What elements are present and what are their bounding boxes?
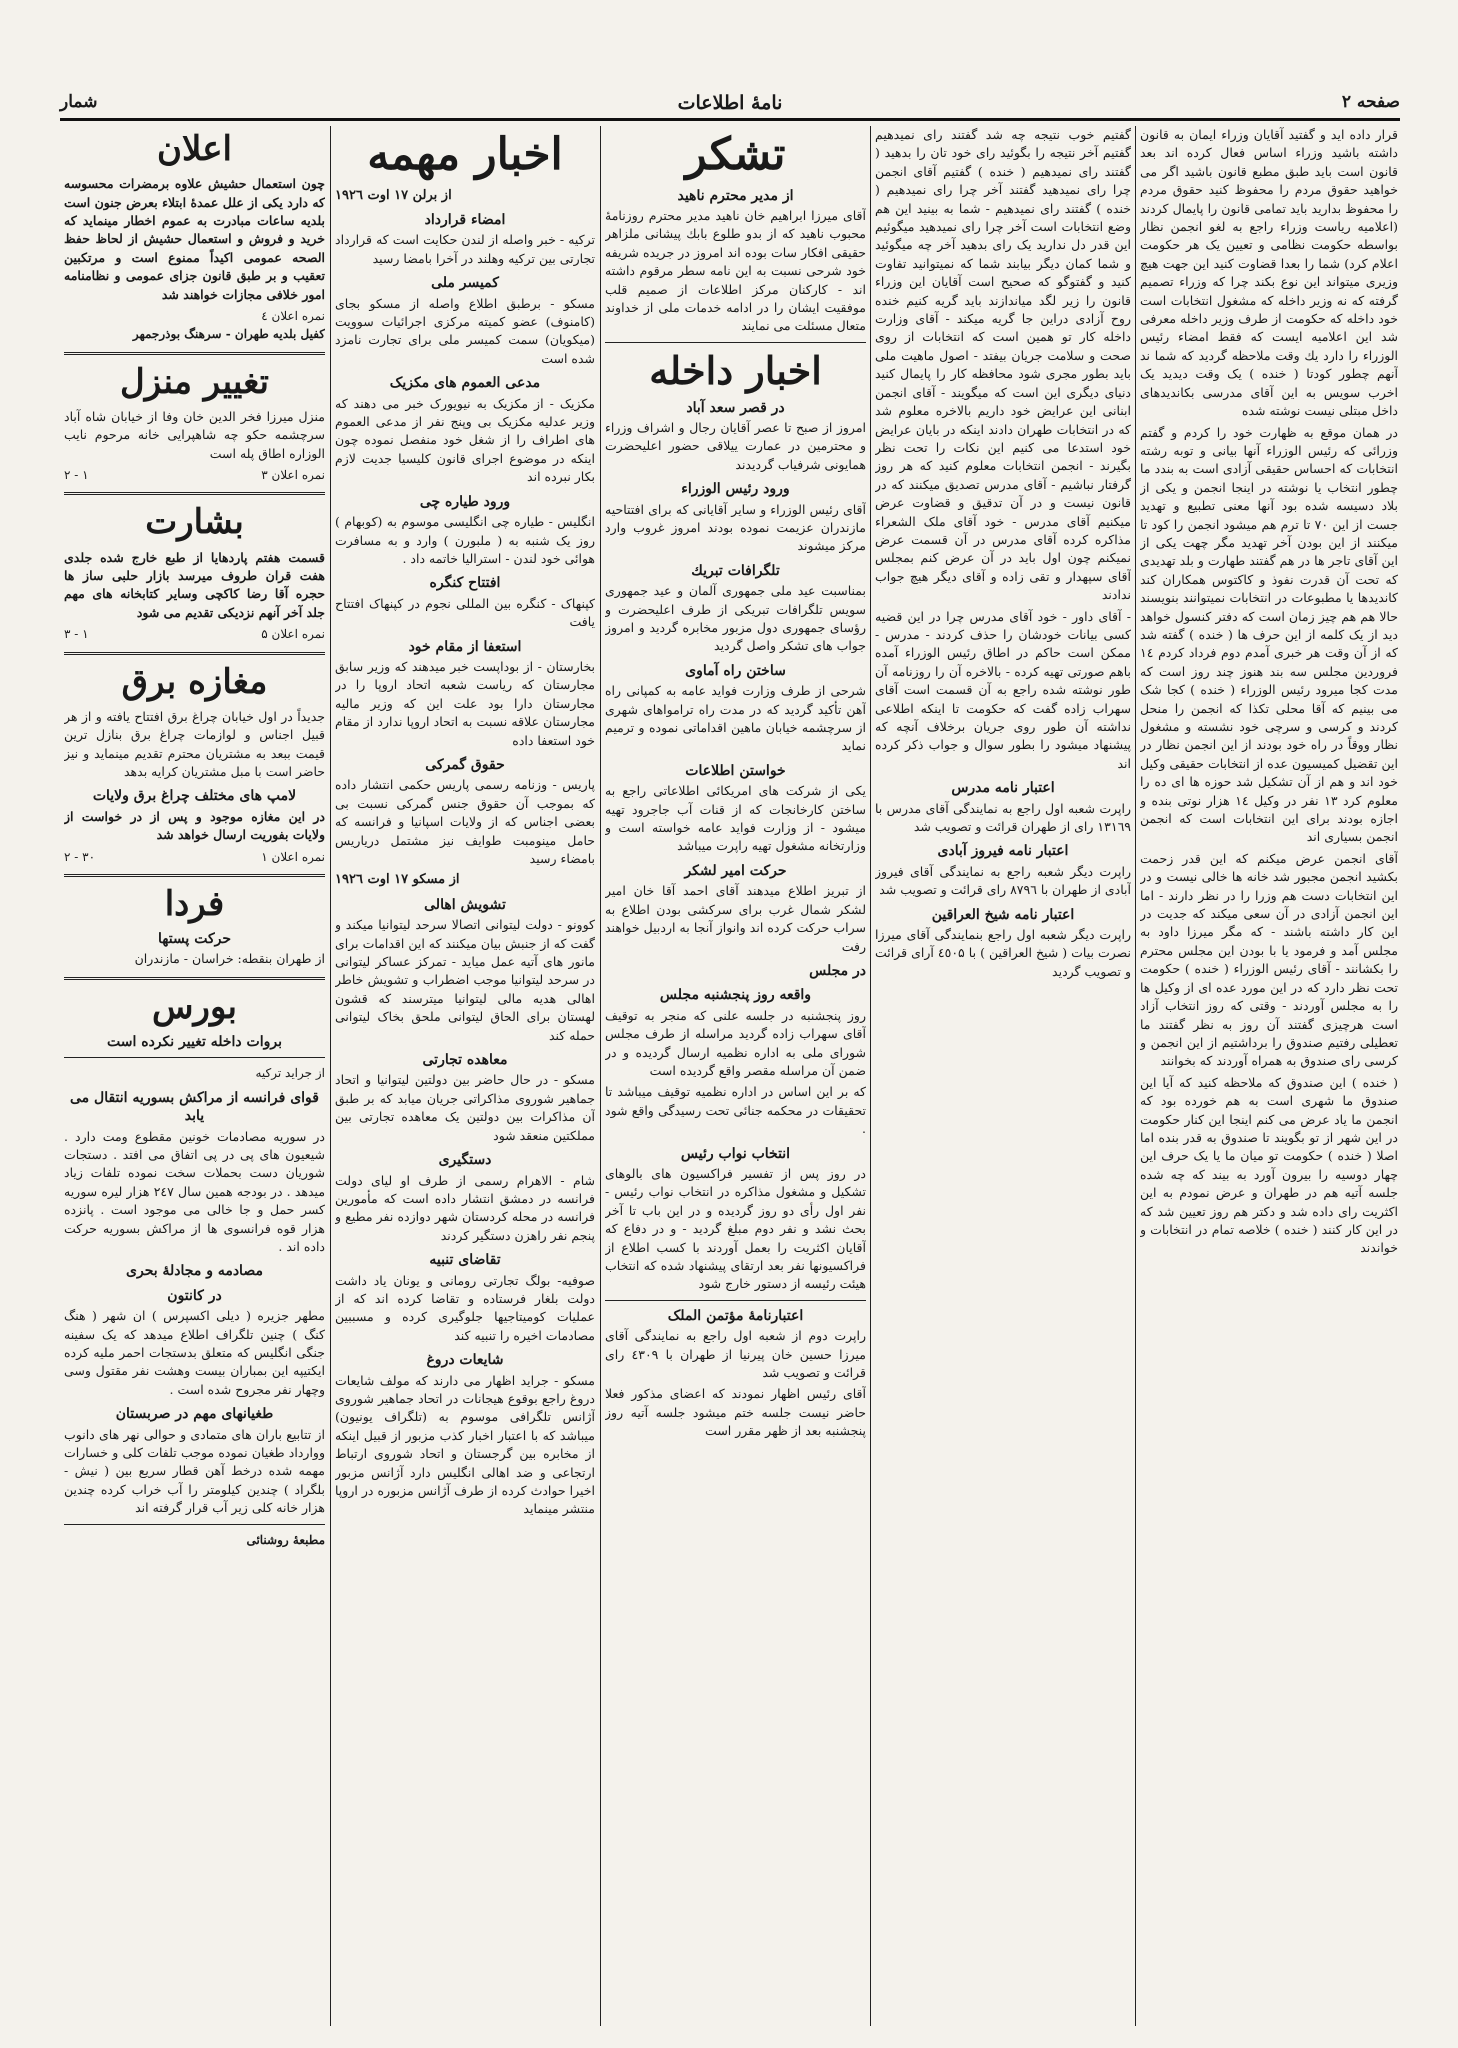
section-heading: ورود طیاره چی: [419, 493, 511, 510]
paragraph: روز پنجشنبه در جلسه علنی که منجر به توقیف آقای سهراب زاده گردید مراسله از طرف مجلس شورای ملی به اداره نظمیه ارسال گردیده و در ضمن آن مراسله مقصر واقع گردیده است: [605, 1007, 866, 1078]
section-label: در مجلس: [809, 962, 866, 979]
paragraph: جدیداً در اول خیابان چراغ برق افتتاح یافته و از هر قبیل اجناس و لوازمات چراغ برق بنازل ترین قیمت ببعد به مشتریان محترم تقدیم مینماید و نیز حاضر است با مبل مشتریان کرایه بدهد: [64, 708, 325, 779]
paragraph: از تبریز اطلاع میدهند آقای احمد آقا خان امیر لشکر شمال غرب برای سرکشی بودن اطلاع به سراب حرکت کرده اند وانواز آنجا به اردبیل خواهند رفت: [605, 883, 866, 954]
paragraph: از طهران بنقطه: خراسان - مازندران: [134, 951, 325, 967]
section-heading: معاهده تجارتی: [422, 1052, 508, 1069]
notice-range: ۳۰ - ۲: [64, 849, 96, 864]
section-heading: تلگرافات تبریك: [691, 562, 780, 579]
divider: [64, 492, 325, 495]
notice-range: ۱ - ۲: [64, 468, 89, 483]
notice-footer: [64, 466, 325, 484]
paragraph: منزل میرزا فخر الدین خان وفا از خیابان شاه آباد سرچشمه حکو چه شاهپرایی خانه مرحوم نایب الوزاره اطاق پله است: [64, 408, 325, 461]
section-heading: شایعات دروغ: [426, 1352, 504, 1369]
column-1: [64, 126, 325, 2006]
notice-footer: [64, 848, 325, 866]
notice-footer: [64, 625, 325, 643]
paragraph: راپرت دیگر شعبه راجع به نمایندگی آقای فیروز آبادی از طهران با ۸۷۹٦ رای قرائت و تصویب شد: [875, 863, 1131, 898]
section-heading: اعتبار نامه فیروز آبادی: [937, 843, 1069, 860]
section-heading: دستگیری: [438, 1152, 492, 1169]
paragraph: پاریس - وزنامه رسمی پاریس حکمی انتشار داده که بموجب آن حقوق جنس گمرکی نسبت بی بعضی اجناس که از ولایات اسپانیا و فرانسه که حامل مینومبت طوایف نیز مشتمل دریاریس بامضاء رسید: [335, 777, 595, 866]
dateline: از برلن ۱۷ اوت ۱۹۲٦: [335, 187, 452, 203]
notice-signature: کفیل بلدیه طهران - سرهنگ بوذرجمهر: [132, 327, 325, 342]
section-heading: ورود رئیس الوزراء: [681, 481, 790, 498]
paragraph: راپرت دیگر شعبه اول راجع بنمایندگی آقای میرزا نصرت بیات ( شیخ العراقین ) با ٤٥۰۵ آرای قرائت و تصویب گردید: [875, 927, 1131, 979]
important-news-title: اخبار مهمه: [367, 129, 563, 180]
notice-number: نمره اعلان ۳: [261, 468, 325, 483]
section-heading: اعتبار نامه مدرس: [951, 780, 1055, 797]
notice-range: ۱ - ۳: [64, 627, 89, 642]
paragraph: ( خنده ) این صندوق که ملاحظه کنید که آیا این صندوق ما شهری است به هم خورده بود که انجمن ما یاد عرض می کنم اینجا این کنار حکومت در این شهر از تو بگویند تا صندوق به قدر بنده اما اصلا ( خنده ) حکومت تو میان ما یا یک حرف این چهار دوسیه را بیرون آورد به بیند که چه شده جلسه آتیه هم در طهران و عرض نمودم به این اکثریت رای داده شد و دکتر هم روز تعیین شد که در این کار کنند ( خنده ) خلاصه تمام در انتخابات و خواندند: [1140, 1074, 1398, 1256]
section-heading: اعتبارنامهٔ مؤتمن الملک: [667, 1307, 804, 1324]
column-5: [1140, 126, 1398, 2006]
section-heading: تشویش اهالی: [424, 896, 506, 913]
paragraph: ترکیه - خبر واصله از لندن حکایت است که قرارداد تجارتی بین ترکیه وهلند در آخرا بامضا رسید: [335, 232, 595, 266]
paragraph: در همان موقع به ظهارت خود را کردم و گفتم وزرائی که رئیس الوزراء آنها بیانی و توبه رشته انتخابات که احساس حقیقی آزادی است به بندد ما چطور انتخاب یا نوشته در اینجا انجمن و یکی از بلاد دسیسه شده بود آنها معنی تطبیع و تهدید جست از این ۷۰ تا ترم هم میشود انجمن را کود تا میکنند از این بودن آخر تهدید مگر چهت یکی از این آقای تاجر ها در هم گفتند طهارت و بلد تهدیدی که تحت آن قدرت نفوذ و کاکتوس همکاران کند کاندیدها یا مطبوعات در انتخابات نمیتوانند بنویسند حالا هم هم چیز زمان است که دفتر کنسول خواهد دید از یک کلمه از این حرف ها ( خنده ) گفته شد که از آن وقت هر خبری آمدم دوم فرداد کردم ۱٤ فروردین مجلس سه بند هنوز چند روز است که مدت کجا میرود رئیس الوزراء ( خنده ) کجا شک می بینیم که آقا محلی تکذا که انجمن را منحل کردند و کرسی و سرچی خود نشسته و مشغول نظار ووقاً در راه خود بودند از این انجمن نظار در این تقضیل کمیسیون عده از انتخابات حقیقی وکیل خود اند و هم از آن تشکیل شد حوزه ها ای ده را معلوم کرد ۱۳ نفر در وکیل ۱٤ هزار نوتی بنده و اجازه بودند برای این انتخابات است که انجمن انجمن بسیاری اند: [1140, 424, 1398, 845]
good-news-title: بشارت: [145, 502, 244, 543]
paragraph: آقای رئیس الوزراء و سایر آقایانی که برای افتتاحیه مازندران عزیمت نموده بودند امروز غروب وارد مرکز میشوند: [605, 501, 866, 554]
paragraph: کوونو - دولت لیتوانی اتصالا سرحد لیتوانیا میکند و گفت که از جنبش بیان میکنند که این اقدامات برای مانور های آتیه عمل میاید - تمرکز عساکر لیتوانی در سرحد لیتوانیا موجب اضطراب و تشویش خاطر اهالی هدیه مالی لیتوانیا میترسند که قشون لهستان برای الحاق لیتوانی ملحق بخاک لیتوانی حمله کند: [335, 917, 595, 1043]
column-4: [875, 126, 1131, 2006]
thanks-subtitle: از مدیر محترم ناهید: [677, 187, 794, 204]
section-heading: واقعه روز پنجشنبه مجلس: [659, 987, 812, 1004]
page-number: صفحه ۲: [1341, 92, 1400, 112]
newspaper-name: نامهٔ اطلاعات: [677, 92, 783, 114]
paragraph: انگلیس - طیاره چی انگلیسی موسوم به (کوبهام ) روز یک شنبه به ( ملبورن ) وارد و به مسافرت هوائی خود لندن - استرالیا خاتمه داد .: [335, 514, 595, 566]
masthead: [60, 92, 1400, 114]
divider: [605, 1300, 866, 1301]
paragraph: شام - الاهرام رسمی از طرف او لیای دولت فرانسه در دمشق انتشار داده است که مأمورین فرانسه در محله کردستان شهر دوازده نفر مطیع و پنجم نفر راهزن دستگیر کردند: [335, 1172, 595, 1243]
divider: [64, 352, 325, 355]
paragraph: که بر این اساس در اداره نظمیه توقیف میباشد تا تحقیقات در محکمه جنائی تحت رسیدگی واقع شود .: [605, 1084, 866, 1137]
address-change-title: تغییر منزل: [120, 361, 269, 402]
section-heading: خواستن اطلاعات: [685, 762, 786, 779]
paragraph: بخارستان - از بوداپست خبر میدهند که وزیر سابق مجارستان که ریاست شعبه اتحاد اروپا را در مجارستان دارا بود علت این که وزیر مالیه مجارستان علاقه نسبت به اتحاد اروپا ندارد از مقام خود استعفا داده: [335, 658, 595, 748]
section-heading: لامپ های مختلف چراغ برق ولایات: [92, 788, 297, 805]
top-rule: [60, 118, 1400, 121]
section-heading: اعتبار نامه شیخ العراقین: [931, 906, 1075, 923]
dateline: از مسکو ۱۷ اوت ۱۹۲٦: [335, 872, 460, 888]
divider: [64, 1057, 325, 1058]
tomorrow-title: فردا: [164, 883, 225, 924]
printer-credit: مطبعهٔ روشنائی: [246, 1532, 325, 1547]
paragraph: شرحی از طرف وزارت فواید عامه به کمپانی راه آهن تأکید گردید که در مدت راه ترامواهای شهری از سرچشمه خیابان ماهین اقداماتی نموده و ترمیم نماید: [605, 683, 866, 754]
column-rule: [600, 126, 601, 2026]
section-heading: تقاضای تنبیه: [429, 1252, 501, 1269]
paragraph: چون استعمال حشیش علاوه برمضرات محسوسه که دارد یکی از علل عمدهٔ ابتلاء بعرض جنون است بلدیه ساعات مبادرت به عموم اخطار مینماید که خرید و فروش و استعمال حشیش از لحاظ حفظ الصحه عمومی اکیداً ممنوع است و مرتکبین تعقیب و بر طبق قانون جزای عمومی و نظامنامه امور خلافی مجازات خواهند شد: [64, 176, 325, 302]
paragraph: مطهر جزیره ( دیلی اکسپرس ) ان شهر ( هنگ کنگ ) چنین تلگراف اطلاع میدهد که یک سفینه جنگی انگلیس که متعلق بدستجات احمر ملیه کرده ایکتیپه این بمباران بیست وهشت نفر مقتول وسی وچهار نفر مجروح شده است .: [64, 1308, 325, 1397]
paragraph: - آقای داور - خود آقای مدرس چرا در این قضیه کسی بیانات خودشان را حذف کردند - مدرس - ممکن است حاکم در اطاق رئیس الوزراء آمده باهم صورتی تهیه کرده - بالاخره آن را روزنامه آن طور نوشته شده راجع به آن قسمت است آقای سهراب زاده گفت که حکومت تا اینکه اطلاعی نداشته آن طور روی جریان برخلاف آنچه که پیشنهاد میشود را بطور سوال و جواب ذکر کرده اند: [875, 608, 1131, 771]
section-heading: استعفا از مقام خود: [408, 638, 522, 655]
paragraph: در این مغازه موجود و پس از در خواست از ولایات بفوریت ارسال خواهد شد: [64, 808, 325, 843]
divider: [605, 342, 866, 343]
paragraph: قرار داده اید و گفتید آقایان وزراء ایمان به قانون داشته باشید وزراء اساس فعال کرده اند بعد قانون است باید طبق مطبع قانون باشید اگر می خواهید حقوق مردم را محفوظ کنید حقوق مردم را محفوظ بدارید باید تمامی قانون را پایمال کردند (اعلامیه ریاست وزراء راجع به لغو انجمن نظار بواسطه حکومت نظامی و تعیین یک هر حکومت اعلام کرد) شما را بعدا قضاوت کنید این جهت هیچ وزیری میتواند این نوع بکند چرا که وزراء تصمیم گرفته که نه وزیر داخله که مشغول انتخابات است خود داخله که حکومت از طرف وزیر داخله معرفی شد این اعلامیه ایست که فقط امضاء رئیس الوزراء را دارد یك وقت ملاحظه گردید که شما ند آنهم چطور کودتا ( خنده ) یک وقت دیدید یک اخرب سویس به این آقای مدرسی بکاندیدهای داخل مبتلی نیست نوشته شده: [1140, 127, 1398, 419]
paragraph: مسکو - جراید اظهار می دارند که مولف شایعات دروغ راجع بوقوع هیجانات در اتحاد جماهیر شوروی آژانس تلگرافی موسوم به (تلگراف یونیون) میباشد که با اعتبار اخبار کذب مزبور از قبیل اینکه از مخابره بین گرجستان و اتحاد شوروی ارتباط ارتجاعی و ضد اهالی انگلیس دارد آژانس مزبور اخیرا حوادث کرده از طرف آژانس مزبوره در اروپا منتشر مینماید: [335, 1372, 595, 1517]
section-heading: افتتاح کنگره: [429, 575, 501, 592]
section-heading: کمیسر ملی: [431, 275, 499, 292]
notice-number: نمره اعلان ۵: [261, 627, 325, 642]
notice-number: نمره اعلان ٤: [261, 308, 325, 323]
section-heading: حقوق گمرکی: [425, 756, 505, 773]
section-heading: ساختن راه آماوی: [685, 662, 786, 679]
paragraph: قسمت هفتم پاردهایا از طبع خارج شده جلدی هفت قران طروف میرسد بازار حلبی ساز ها حجره آقا رضا کاکچی وسایر کتابخانه های مهم جلد آخر آنهم نزدیکی تقدیم می شود: [64, 549, 325, 620]
paragraph: در روز پس از تفسیر فراکسیون های بالوهای تشکیل و مشغول مذاکره در انتخاب نواب رئیس - نفر اول رأی دو روز گردیده و در این باب تا آخر بحث نشد و نفر دوم مبلغ گردید - و در دفاع که آقایان اکثریت را بعمل آوردند با کسب اطلاع از فراکسیونها نفر بعد ارتقای پیشنهاد شده که انتخاب هیئت رئیسه از دستور خارج شود: [605, 1165, 866, 1292]
section-heading: طغیانهای مهم در صربستان: [115, 1406, 274, 1423]
column-rule: [1135, 126, 1136, 2026]
paragraph: آقای انجمن عرض میکنم که این قدر زحمت بکشید انجمن مجبور شد خانه ها خالی نیست و در این انتخابات دست هم وزرا را در نظر دارند - اما این انجمن آزادی در آن سعی میکند که جدیت در این کار داشته باشند - که مگر میرزا داود به مجلس آمد و فرمود یا با بودن این مجلس محترم را بکشانند - آقای رئیس الوزراء ( خنده ) حکومت تحت نظر دارد که در این مورد عده ای از وکیل ها را به مجلس آوردند - وقتی که روز انتخاب آزاد است هرچیزی گفتند آن روز به نظر گفتند ما تعطیلی رفتیم صندوق را برداشتیم از این انجمن و کرسی رای صندوق به همراه آوردند که بخوانند: [1140, 850, 1398, 1069]
bourse-title: بورس: [152, 986, 237, 1027]
notice-number: نمره اعلان ۱: [261, 849, 325, 864]
paragraph: در سوریه مصادمات خونین مقطوع ومت دارد . شیعیون های پی در پی اتفاق می افتد . دستجات شوریان دست بحملات سخت نموده تلفات زیاد میدهد . در بودجه همین سال ۲٤۷ هزار لیره سوریه کسر حمل و جا خالی می موجود است . پانزده هزار قوه فرانسوی ها از مراکش بسوریه حرکت داده اند .: [64, 1128, 325, 1254]
section-heading: مدعی العموم های مکزیک: [389, 375, 541, 392]
paragraph: گفتیم خوب نتیجه چه شد گفتند رای نمیدهیم گفتیم آخر نتیجه را بگوئید رای خود تان را بدهید ( گفتند رای نمیدهیم ( خنده ) گفتیم آقای انجمن چرا رای نمیدهید گفتند آخر چرا رای نمیدهیم ( خنده ) گفتند رای نمیدهیم - شما به بینید این هم وضع انتخابات است آخر چرا رای نمیدهید میگوئیم این قدر دل ندارید یک رای بدهید آخر چه میگوئید و شما کمان دیگر بیابند شما که نمیتوانید تفاوت کنید و گفتوگو که صحیح است آقایان این وزراء قانون را زیر لگد میاندازند باید گریه کنیم خنده روح آزادی دراین جا گریه میکند - آقای وزارت داخله کار تو همین است که انتخابات از روی صحت و سلامت جریان بیفتد - اصول ماهیت ملی باید بطور مجری شود محافظه کار را پایمال کنید دنیای دیگری این است که میگویند - آقای انجمن ابنانی این عرایض خود داریم بالاخره معلوم شد که در انتخابات طهران دادند اینکه در بایان عرایض خود استدعا می کنیم این نکات را تحت نظر بگیرند - انجمن انتخابات معلوم کنید که هر روز گرفتار نباشیم - آقای مدرس تصدیق میکنند که در قانون نیست و در آن تدقیق و قضاوت عرض میکنیم آقای مدرس - خود آقای ملک الشعراء مذاکره کرده آقای مدرس در آن قسمت عرض نمیکنم چون اول باید در آن عرض کنم بمجلس آقای سپهدار و تقی زاده و آقای دیگر هیچ جواب ندادند: [875, 127, 1131, 603]
paragraph: مسکو - در حال حاضر بین دولتین لیتوانیا و اتحاد جماهیر شوروی مذاکراتی جریان میابد که بر طبق آن مذاکرات بین دولتین یک معاهده تجارتی بین مملکتین منعقد شود: [335, 1072, 595, 1143]
section-heading: در قصر سعد آباد: [686, 399, 785, 416]
domestic-news-title: اخبار داخله: [649, 347, 822, 393]
column-2: [335, 126, 595, 2006]
paragraph: کپنهاک - کنگره بین المللی نجوم در کپنهاک افتتاح یافت: [335, 595, 595, 630]
section-heading: حرکت امیر لشکر: [684, 862, 787, 879]
paragraph: بمناسبت عید ملی جمهوری آلمان و عید جمهوری سویس تلگرافات تبریکی از طرف اعلیحضرت و رؤسای جمهوری دول مزبور مخابره گردید و امروز جواب های تشکر واصل گردید: [605, 583, 866, 654]
column-rule: [330, 126, 331, 2026]
section-heading: حرکت پستها: [158, 931, 231, 948]
column-rule: [870, 126, 871, 2026]
section-heading: انتخاب نواب رئیس: [680, 1145, 791, 1162]
divider: [64, 874, 325, 877]
column-3: [605, 126, 866, 2006]
paragraph: آقای میرزا ابراهیم خان ناهید مدیر محترم روزنامهٔ محبوب ناهید که از بدو طلوع بابك پیشانی ملزاهر حقیقی افکار سات بوده اند امروز در جریده شریفه خود شرحی نسبت به این نامه سطر مرقوم داشته اند - کارکنان مرکز اطلاعات از صمیم قلب موفقیت ایشان را در ادامه خدمات ملی از خداوند متعال مسئلت می نمایند: [605, 208, 866, 334]
notice-title: اعلان: [157, 129, 232, 169]
electric-shop-title: مغازه برق: [121, 661, 268, 702]
source-label: از جراید ترکیه: [255, 1066, 325, 1081]
section-heading: در کانتون: [167, 1287, 222, 1304]
paragraph: صوفیه- بولگ تجارتی رومانی و یونان یاد داشت دولت بلغار فرستاده و تقاضا کرده اند که از عملیات کومیتاجیها جلوگیری کرده و مسببین مصادمات اخیره را تنبیه کند: [335, 1272, 595, 1343]
issue-label: شمار: [60, 92, 98, 112]
section-heading: مصادمه و مجادلهٔ بحری: [126, 1263, 263, 1280]
section-heading: امضاء قرارداد: [424, 212, 506, 228]
paragraph: از تتابیع باران های متمادی و حوالی نهر های دانوب ووارداد طغیان نموده موجب تلفات کلی و خسارات مهمه شده درخط آهن قطار سریع بین ( نیش - بلگراد ) چندین کیلومتر را آب خراب کرده چندین هزار خانه کلی زیر آب قرار گرفته اند: [64, 1426, 325, 1516]
paragraph: مسکو - برطبق اطلاع واصله از مسکو بجای (کامنوف) عضو کمیته مرکزی اجرائیات سوویت (میکویان) سمت کمیسر ملی برای تجارت نامزد شده است: [335, 295, 595, 366]
divider: [64, 652, 325, 655]
paragraph: مکزیک - از مکزیک به نیویورک خبر می دهند که وزیر عدلیه مکزیک بی وپنج نفر از مدعی العموم های اطراف را از شغل خود منفصل نموده چون اینکه در موضوع اجرای قانون کلیسیا جدیت لازم بکار نبرده اند: [335, 395, 595, 485]
paragraph: راپرت دوم از شعبه اول راجع به نمایندگی آقای میرزا حسین خان پیرنیا از طهران با ٤۳۰۹ رای قرائت و تصویب شد: [605, 1328, 866, 1381]
divider: [64, 977, 325, 980]
paragraph: آقای رئیس اظهار نمودند که اعضای مذکور فعلا حاضر نیست جلسه ختم میشود جلسه آتیه روز پنجشنبه بعد از ظهر مقرر است: [605, 1386, 866, 1439]
paragraph: یکی از شرکت های امریکائی اطلاعاتی راجع به ساختن کارخانجات که از قنات آب جاجرود تهیه میشود - از وزارت فواید عامه خواسته است و وزارتخانه مشغول تهیه راپرت میباشد: [605, 783, 866, 854]
section-heading: بروات داخله تغییر نکرده است: [107, 1033, 282, 1050]
paragraph: راپرت شعبه اول راجع به نمایندگی آقای مدرس با ۱۳۱٦۹ رای از طهران قرائت و تصویب شد: [875, 800, 1131, 835]
divider: [64, 1524, 325, 1525]
thanks-title: تشکر: [685, 129, 786, 180]
section-heading: قوای فرانسه از مراکش بسوریه انتقال می یابد: [70, 1089, 319, 1125]
paragraph: امروز از صبح تا عصر آقایان رجال و اشراف وزراء و محترمین در عمارت ییلاقی حضور اعلیحضرت همایونی شرفیاب گردیدند: [605, 419, 866, 472]
